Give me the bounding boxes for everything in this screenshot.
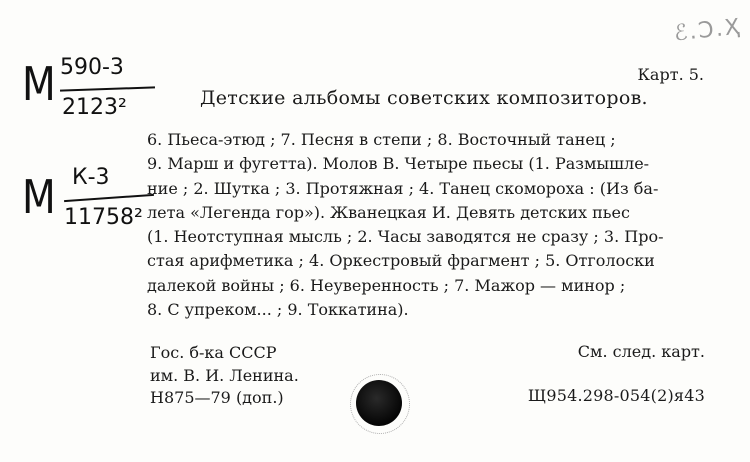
shelfmark-1 [22,55,157,130]
shelfmark-2-top: К-3 [72,165,110,190]
card-number: Карт. 5. [637,65,704,84]
shelfmark-1-top: 590-3 [60,55,124,80]
shelfmark-2-divider [64,194,154,202]
shelfmark-2 [22,165,157,240]
corner-scribble: ℰ.Ͻ.Ҳ [673,14,744,47]
shelfmark-2-letter: М [22,170,53,224]
shelfmark-1-letter: М [22,57,53,111]
library-imprint: Гос. б-ка СССР им. В. И. Ленина. Н875—79 (доп.) [150,343,299,407]
shelfmark-2-bottom: 11758² [64,205,143,230]
card-body-text: 6. Пьеса-этюд ; 7. Песня в степи ; 8. Восточный танец ; 9. Марш и фугетта). Молов В. Четыре пьесы (1. Размышле- ние ; 2. Шутка ; 3. Протяжная ; 4. Танец скомороха : (Из ба- лета «Легенда гор»). Жванецкая И. Девять детских пьес (1. Неотступная мысль ; 2. Часы заводятся не сразу ; 3. Про- стая арифметика ; 4. Оркестровый фрагмент ; 5. Отголоски далекой войны ; 6. Неуверенность ; 7. Мажор — минор ; 8. С упреком... ; 9. Токкатина). [147,130,664,320]
shelfmark-1-divider [60,86,155,91]
catalog-code: Щ954.298-054(2)я43 [527,386,705,405]
shelfmark-1-bottom: 2123² [62,95,127,120]
punch-hole [356,380,402,426]
card-heading: Детские альбомы советских композиторов. [200,87,648,109]
see-next-card: См. след. карт. [577,342,705,361]
